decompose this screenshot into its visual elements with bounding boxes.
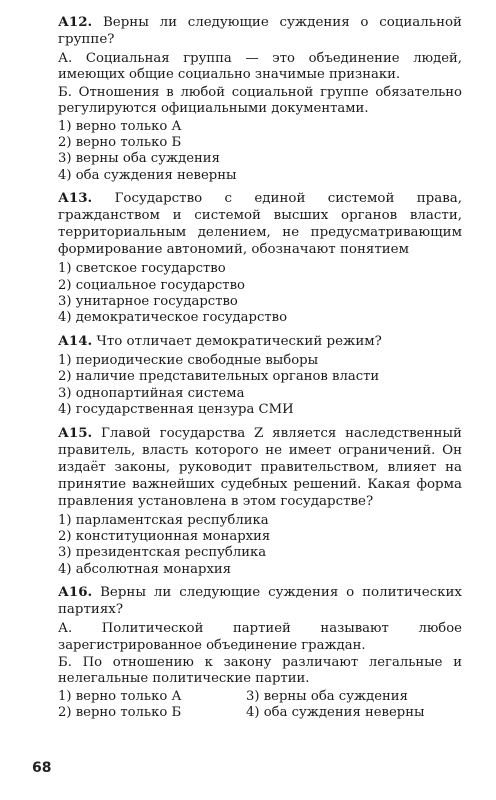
question-a12 — [58, 14, 462, 184]
question-a14-text — [58, 333, 462, 350]
question-a16-prompt: Верны ли следующие суждения о политических партиях? — [58, 585, 462, 618]
option-item: 3) унитарное государство — [58, 294, 238, 310]
question-a12-options — [58, 119, 462, 185]
option-item: 3) однопартийная система — [58, 385, 245, 401]
question-a16-number: А16. — [58, 584, 93, 601]
option-item: 4) оба суждения неверны — [58, 167, 237, 183]
question-a13-number: А13. — [58, 190, 93, 207]
option-item: 2) верно только Б — [58, 705, 182, 721]
option-item: 1) верно только А — [58, 688, 182, 704]
option-item: 4) абсолютная монархия — [58, 561, 232, 577]
question-a16-options — [58, 689, 462, 722]
question-a13-options — [58, 261, 462, 327]
option-item: 3) верны оба суждения — [58, 151, 220, 167]
question-a16-statement-a: А. Политической партией называют любое зарегистрированное объединение граждан. — [58, 621, 462, 653]
question-a12-statement-b: Б. Отношения в любой социальной группе обязательно регулируются официальными документами. — [58, 84, 462, 117]
option-item: 3) верны оба суждения — [246, 688, 408, 704]
question-a13-text — [58, 190, 462, 258]
option-item: 1) верно только А — [58, 118, 182, 134]
option-item: 2) верно только Б — [58, 135, 182, 151]
option-item: 4) демократическое государство — [58, 310, 288, 326]
option-item: 4) оба суждения неверны — [246, 705, 425, 721]
question-a13 — [58, 190, 462, 327]
question-a15-text — [58, 425, 462, 510]
question-a15-number: А15. — [58, 424, 93, 441]
question-a16-statement-b: Б. По отношению к закону различают легальные и нелегальные политические партии. — [58, 654, 462, 687]
question-a14-number: А14. — [58, 332, 93, 349]
question-a16 — [58, 584, 462, 721]
option-item: 1) периодические свободные выборы — [58, 352, 319, 368]
question-a12-statement-a: А. Социальная группа — это объединение людей, имеющих общие социально значимые признаки. — [58, 51, 462, 83]
page-number: 68 — [32, 760, 52, 776]
option-item: 2) социальное государство — [58, 277, 245, 293]
question-a16-text — [58, 584, 462, 618]
question-a14 — [58, 333, 462, 419]
option-item: 1) светское государство — [58, 261, 226, 277]
question-a12-number: А12. — [58, 14, 93, 30]
option-item: 2) конституционная монархия — [58, 528, 271, 544]
question-a14-prompt: Что отличает демократический режим? — [96, 333, 382, 349]
question-a13-prompt: Государство с единой системой права, гражданством и системой высших органов власти, территориальным делением, не предусматривающим формирование автономий, обозначают понятием — [58, 191, 462, 258]
option-item: 2) наличие представительных органов власти — [58, 369, 380, 385]
question-a15 — [58, 425, 462, 579]
question-a12-text — [58, 14, 462, 48]
option-item: 4) государственная цензура СМИ — [58, 402, 294, 418]
question-a12-prompt: Верны ли следующие суждения о социальной группе? — [58, 15, 462, 47]
option-item: 3) президентская республика — [58, 545, 267, 561]
question-a15-options — [58, 513, 462, 579]
option-item: 1) парламентская республика — [58, 512, 269, 528]
question-a14-options — [58, 353, 462, 419]
question-a15-prompt: Главой государства Z является наследственный правитель, власть которого не имеет ограничений. Он издаёт законы, руководит правительством, влияет на принятие важнейших судебных решений. Какая форма правления установлена в этом государстве? — [58, 425, 462, 509]
